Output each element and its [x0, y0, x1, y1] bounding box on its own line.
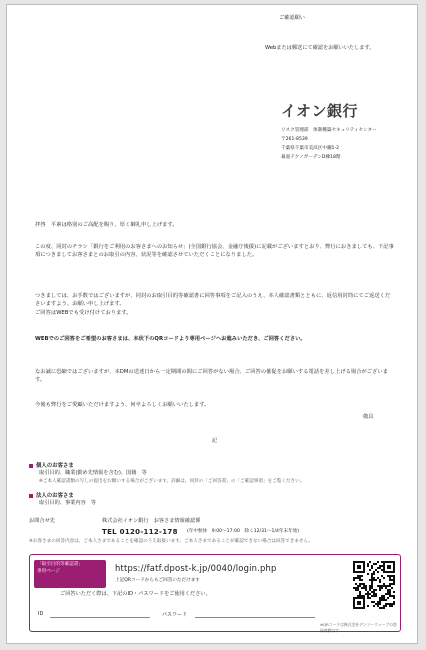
ki-heading: 記: [212, 438, 218, 444]
letter-paragraph-request: [35, 292, 395, 317]
letter-greeting: 拝啓 平素は格別のご高配を賜り、厚く御礼申し上げます。: [35, 222, 178, 228]
section-corporate-body: 取引目的、事業内容 等: [39, 500, 97, 506]
letter-paragraph-web: WEBでのご回答をご希望のお客さまは、本状下のQRコードより専用ページへお進みいただき、ご回答ください。: [35, 336, 306, 342]
web-tag-line1: 「取引目的等確認書」: [37, 562, 83, 567]
inquiry-note: ※お客さまの回答内容は、ご本人さまであることを確認のうえ取扱います。ご本人さまであることが確認できない場合は回答できません。: [29, 539, 313, 544]
sender-building: 幕張テクノガーデンD棟18階: [281, 155, 341, 160]
bank-logo: イオン銀行: [281, 102, 359, 120]
section-individual-body: 取引目的、職業(勤め先情報を含む)、国籍 等: [39, 470, 147, 476]
section-individual-note: ※ご本人確認書類の写しの提出をお願いする場合がございます。詳細は、同封の「ご回答書」の「ご確認事項」をご覧ください。: [39, 479, 305, 484]
notice-title: ご確認願い: [279, 15, 305, 21]
section-corporate-title: 法人のお客さま: [29, 491, 74, 499]
web-accept-text: ご回答はWEBでも受け付けております。: [35, 309, 132, 316]
section-individual-title: 個人のお客さま: [29, 461, 74, 469]
web-tag-badge: [34, 560, 106, 588]
inquiry-phone[interactable]: TEL 0120-112-178: [102, 528, 178, 536]
letter-paragraph-thanks: 今後も弊行をご愛顧いただけますよう、何卒よろしくお願いいたします。: [35, 402, 210, 408]
web-response-box: [29, 554, 401, 632]
qr-trademark-note: ※QRコードは株式会社デンソーウェーブの登録商標です: [320, 622, 397, 633]
inquiry-label: お問合せ先: [29, 518, 55, 524]
inquiry-company: 株式会社イオン銀行 お客さま情報確認係: [102, 518, 201, 524]
id-field: [50, 617, 150, 618]
letter-sheet: [6, 4, 418, 644]
id-label: ID: [38, 611, 44, 617]
sender-address: 千葉県千葉市美浜区中瀬1-2: [281, 146, 340, 151]
request-text: つきましては、お手数ではございますが、同封のお取引目的等確認書に回答事項をご記入のうえ、本人確認書類とともに、返信用封筒にてご返送くださいますよう、お願い申し上げます。: [35, 293, 391, 308]
sender-department: リスク管理部 体制構築セキュリティセンター: [281, 128, 377, 133]
password-label: パスワード: [162, 612, 188, 618]
password-field: [195, 617, 315, 618]
web-url-note: 上記QRコードからもご回答いただけます: [115, 578, 200, 583]
inquiry-hours: (年中無休 9:00〜17:00 除く12/31〜1/4年末年始): [187, 529, 300, 534]
letter-closing: 敬具: [363, 414, 374, 420]
web-tag-line2: 専用ページ: [37, 568, 60, 574]
notice-text: Webまたは郵送にて確認をお願いいたします。: [265, 45, 375, 51]
letter-paragraph-reminder: なお誠に恐縮ではございますが、本DMの送達日から一定期間の間にご回答がない場合、ご回答の催促をお願いする電話を差し上げる場合がございます。: [35, 369, 388, 384]
letter-paragraph-intro: この度、同封のチラシ「銀行をご利用のお客さまへのお知らせ」(全国銀行協会、金融庁後援)に記載がございますとおり、弊行におきましても、下記事項につきましてお客さまとのお取引の内容、状況等を確認させていただくことになりました。: [35, 244, 394, 259]
web-url-link[interactable]: https://fatf.dpost-k.jp/0040/login.php: [115, 563, 277, 573]
credential-note: ご回答いただく際は、下記のID・パスワードをご使用ください。: [60, 591, 211, 597]
sender-postal: 〒261-8539: [281, 137, 308, 142]
qr-code-icon[interactable]: [352, 560, 396, 610]
